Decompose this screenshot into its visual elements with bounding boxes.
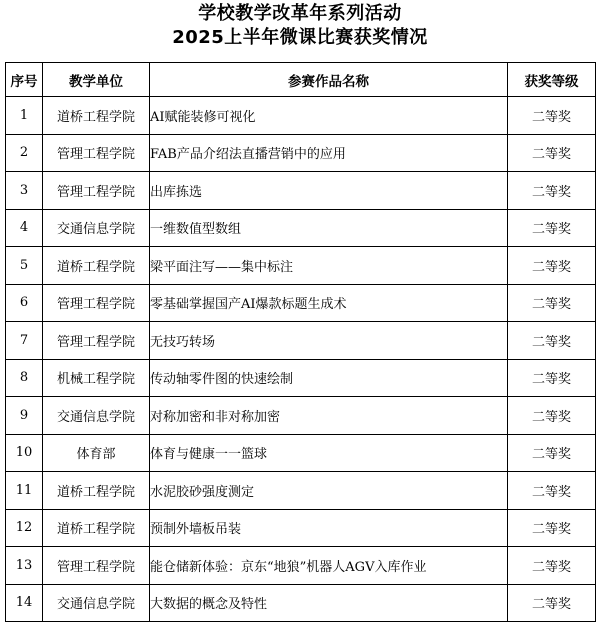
row-number: 3 bbox=[6, 172, 43, 210]
row-unit: 道桥工程学院 bbox=[43, 509, 150, 547]
row-number: 4 bbox=[6, 209, 43, 247]
row-award: 二等奖 bbox=[508, 359, 596, 397]
row-work: 预制外墙板吊装 bbox=[150, 509, 508, 547]
row-work: 大数据的概念及特性 bbox=[150, 584, 508, 622]
table-row bbox=[6, 284, 596, 322]
row-work: AI赋能装修可视化 bbox=[150, 97, 508, 135]
row-unit: 管理工程学院 bbox=[43, 547, 150, 585]
row-work: 零基础掌握国产AI爆款标题生成术 bbox=[150, 284, 508, 322]
row-award: 二等奖 bbox=[508, 209, 596, 247]
row-award: 二等奖 bbox=[508, 397, 596, 435]
table-row bbox=[6, 247, 596, 285]
row-award: 二等奖 bbox=[508, 97, 596, 135]
row-award: 二等奖 bbox=[508, 472, 596, 510]
row-number: 1 bbox=[6, 97, 43, 135]
table-row bbox=[6, 134, 596, 172]
row-number: 8 bbox=[6, 359, 43, 397]
table-header-row bbox=[6, 63, 596, 97]
table-row bbox=[6, 509, 596, 547]
row-unit: 管理工程学院 bbox=[43, 284, 150, 322]
row-work: 能仓储新体验：京东“地狼”机器人AGV入库作业 bbox=[150, 547, 508, 585]
row-award: 二等奖 bbox=[508, 322, 596, 360]
row-unit: 道桥工程学院 bbox=[43, 472, 150, 510]
row-unit: 交通信息学院 bbox=[43, 209, 150, 247]
row-number: 12 bbox=[6, 509, 43, 547]
row-award: 二等奖 bbox=[508, 584, 596, 622]
document-title bbox=[0, 0, 600, 50]
row-award: 二等奖 bbox=[508, 434, 596, 472]
header-work: 参赛作品名称 bbox=[150, 63, 508, 97]
table-row bbox=[6, 472, 596, 510]
row-number: 13 bbox=[6, 547, 43, 585]
row-number: 2 bbox=[6, 134, 43, 172]
table-row bbox=[6, 397, 596, 435]
row-work: FAB产品介绍法直播营销中的应用 bbox=[150, 134, 508, 172]
header-award: 获奖等级 bbox=[508, 63, 596, 97]
table-row bbox=[6, 209, 596, 247]
table-row bbox=[6, 97, 596, 135]
header-unit: 教学单位 bbox=[43, 63, 150, 97]
row-work: 水泥胶砂强度测定 bbox=[150, 472, 508, 510]
table-row bbox=[6, 172, 596, 210]
row-work: 出库拣选 bbox=[150, 172, 508, 210]
row-unit: 道桥工程学院 bbox=[43, 97, 150, 135]
row-number: 5 bbox=[6, 247, 43, 285]
row-number: 10 bbox=[6, 434, 43, 472]
row-award: 二等奖 bbox=[508, 247, 596, 285]
row-work: 梁平面注写——集中标注 bbox=[150, 247, 508, 285]
row-award: 二等奖 bbox=[508, 172, 596, 210]
row-unit: 管理工程学院 bbox=[43, 134, 150, 172]
row-work: 对称加密和非对称加密 bbox=[150, 397, 508, 435]
row-unit: 交通信息学院 bbox=[43, 397, 150, 435]
row-unit: 管理工程学院 bbox=[43, 322, 150, 360]
table-row bbox=[6, 434, 596, 472]
row-number: 6 bbox=[6, 284, 43, 322]
header-no: 序号 bbox=[6, 63, 43, 97]
title-line-1: 学校教学改革年系列活动 bbox=[198, 3, 402, 24]
row-unit: 体育部 bbox=[43, 434, 150, 472]
row-number: 11 bbox=[6, 472, 43, 510]
row-work: 一维数值型数组 bbox=[150, 209, 508, 247]
row-unit: 交通信息学院 bbox=[43, 584, 150, 622]
row-number: 9 bbox=[6, 397, 43, 435]
row-award: 二等奖 bbox=[508, 509, 596, 547]
row-number: 14 bbox=[6, 584, 43, 622]
row-unit: 道桥工程学院 bbox=[43, 247, 150, 285]
row-work: 体育与健康一一篮球 bbox=[150, 434, 508, 472]
row-work: 无技巧转场 bbox=[150, 322, 508, 360]
row-unit: 管理工程学院 bbox=[43, 172, 150, 210]
table-row bbox=[6, 547, 596, 585]
row-work: 传动轴零件图的快速绘制 bbox=[150, 359, 508, 397]
table-row bbox=[6, 322, 596, 360]
title-line-2: 2025上半年微课比赛获奖情况 bbox=[172, 27, 428, 48]
row-number: 7 bbox=[6, 322, 43, 360]
awards-table bbox=[5, 62, 596, 622]
row-unit: 机械工程学院 bbox=[43, 359, 150, 397]
table-row bbox=[6, 359, 596, 397]
row-award: 二等奖 bbox=[508, 284, 596, 322]
row-award: 二等奖 bbox=[508, 134, 596, 172]
row-award: 二等奖 bbox=[508, 547, 596, 585]
